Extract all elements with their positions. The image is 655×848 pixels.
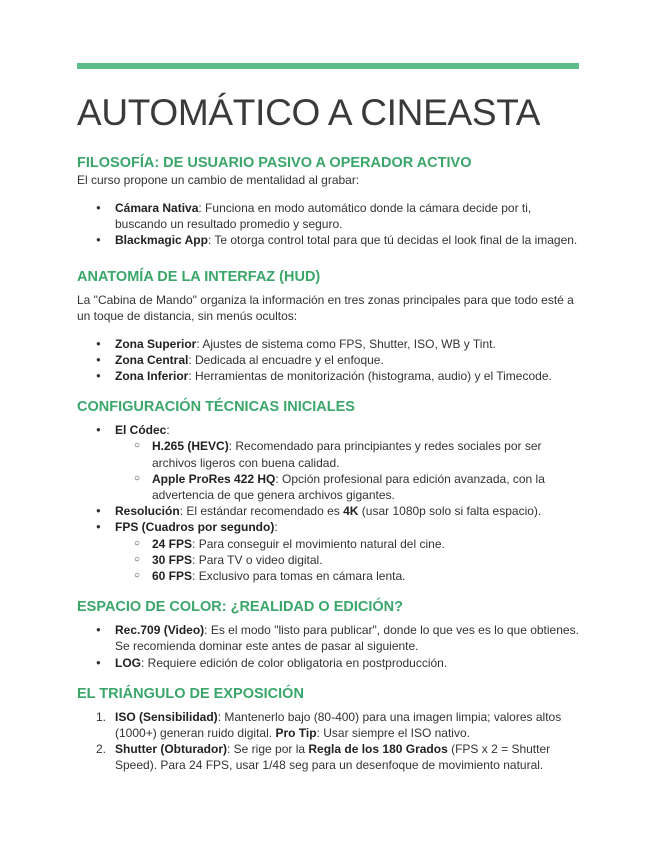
item-text: : Usar siempre el ISO nativo. (316, 726, 470, 741)
item-emphasis: Regla de los 180 Grados (308, 742, 448, 757)
bullet-list (77, 200, 582, 249)
list-item-resolution (77, 503, 582, 519)
sub-list-item (77, 568, 582, 584)
section-intro: El curso propone un cambio de mentalidad al grabar: (77, 173, 360, 187)
bullet-list (77, 422, 582, 584)
section-heading: ESPACIO DE COLOR: ¿REALIDAD O EDICIÓN? (77, 599, 403, 616)
item-term: El Códec (115, 423, 167, 438)
item-term: Rec.709 (Video) (115, 623, 205, 638)
section-configuracion (77, 398, 582, 584)
document-page (77, 63, 582, 774)
item-text: : Funciona en modo automático donde la cámara decide por ti, buscando un resultado promedio y seguro. (115, 201, 532, 232)
item-text: : Para TV o video digital. (192, 552, 323, 567)
item-term: LOG (115, 655, 141, 670)
item-text: : Herramientas de monitorización (histograma, audio) y el Timecode. (188, 369, 552, 384)
list-item (77, 336, 582, 352)
item-emphasis: Pro Tip (275, 726, 317, 741)
section-heading: ANATOMÍA DE LA INTERFAZ (HUD) (77, 268, 321, 285)
section-intro: La "Cabina de Mando" organiza la información en tres zonas principales para que todo esté a un toque de distancia, sin menús ocultos: (77, 292, 574, 323)
sub-list-item (77, 438, 582, 470)
section-heading: CONFIGURACIÓN TÉCNICAS INICIALES (77, 399, 355, 416)
section-triangulo (77, 685, 582, 774)
accent-rule (77, 63, 579, 69)
item-text: : Ajustes de sistema como FPS, Shutter, ISO, WB y Tint. (196, 336, 496, 351)
section-espacio-color (77, 598, 582, 671)
item-term: H.265 (HEVC) (152, 439, 229, 454)
item-text: : El estándar recomendado es (179, 504, 344, 519)
item-term: Blackmagic App (115, 233, 208, 248)
list-item (77, 368, 582, 384)
item-text: : Se rige por la (227, 742, 309, 757)
item-term: 24 FPS (152, 536, 193, 551)
numbered-list (77, 709, 582, 774)
item-term: FPS (Cuadros por segundo) (115, 520, 275, 535)
item-term: Shutter (Obturador) (115, 742, 227, 757)
item-emphasis: 4K (343, 504, 359, 519)
item-term: Apple ProRes 422 HQ (152, 471, 276, 486)
section-heading: EL TRIÁNGULO DE EXPOSICIÓN (77, 685, 304, 702)
numbered-item (77, 741, 582, 773)
item-number: 1. (96, 709, 107, 724)
item-text: : (274, 520, 278, 535)
section-heading: FILOSOFÍA: DE USUARIO PASIVO A OPERADOR ACTIVO (77, 155, 472, 171)
list-item-codec (77, 422, 582, 438)
list-item-fps (77, 519, 582, 535)
bullet-list (77, 336, 582, 385)
item-text: : (166, 423, 170, 438)
item-text: (FPS x 2 = Shutter Speed). Para 24 FPS, usar 1/48 seg para un desenfoque de movimiento natural. (115, 742, 551, 773)
list-item (77, 655, 582, 671)
item-number: 2. (96, 742, 107, 757)
item-term: 60 FPS (152, 569, 193, 584)
list-item (77, 200, 582, 232)
item-text: : Recomendado para principiantes y redes sociales por ser archivos ligeros con buena calidad. (152, 439, 542, 470)
sub-list-item (77, 552, 582, 568)
item-term: Cámara Nativa (115, 201, 199, 215)
item-term: Resolución (115, 504, 180, 519)
list-item (77, 232, 582, 248)
item-term: ISO (Sensibilidad) (115, 709, 218, 724)
item-text: (usar 1080p solo si falta espacio). (358, 504, 542, 519)
numbered-item (77, 709, 582, 741)
item-term: Zona Central (115, 352, 189, 367)
item-term: 30 FPS (152, 552, 193, 567)
item-text: : Opción profesional para edición avanzada, con la advertencia de que genera archivos gigantes. (152, 471, 545, 503)
item-text: : Es el modo "listo para publicar", donde lo que ves es lo que obtienes. Se recomienda dominar este antes de pasar al siguiente. (115, 623, 579, 654)
list-item (77, 622, 582, 654)
item-text: : Exclusivo para tomas en cámara lenta. (192, 569, 406, 584)
sub-list-item (77, 471, 582, 503)
section-filosofia (77, 154, 582, 249)
list-item (77, 352, 582, 368)
item-text: : Te otorga control total para que tú decidas el look final de la imagen. (207, 233, 578, 248)
sub-list-item (77, 536, 582, 552)
item-term: Zona Superior (115, 336, 197, 351)
section-anatomia (77, 268, 582, 385)
item-text: : Mantenerlo bajo (80-400) para una imagen limpia; valores altos (1000+) generan ruido digital. (115, 709, 562, 741)
bullet-list (77, 622, 582, 671)
item-text: : Para conseguir el movimiento natural del cine. (192, 536, 445, 551)
page-title: AUTOMÁTICO A CINEASTA (77, 92, 541, 133)
item-text: : Requiere edición de color obligatoria en postproducción. (141, 655, 448, 670)
item-term: Zona Inferior (115, 369, 189, 384)
item-text: : Dedicada al encuadre y el enfoque. (188, 352, 384, 367)
